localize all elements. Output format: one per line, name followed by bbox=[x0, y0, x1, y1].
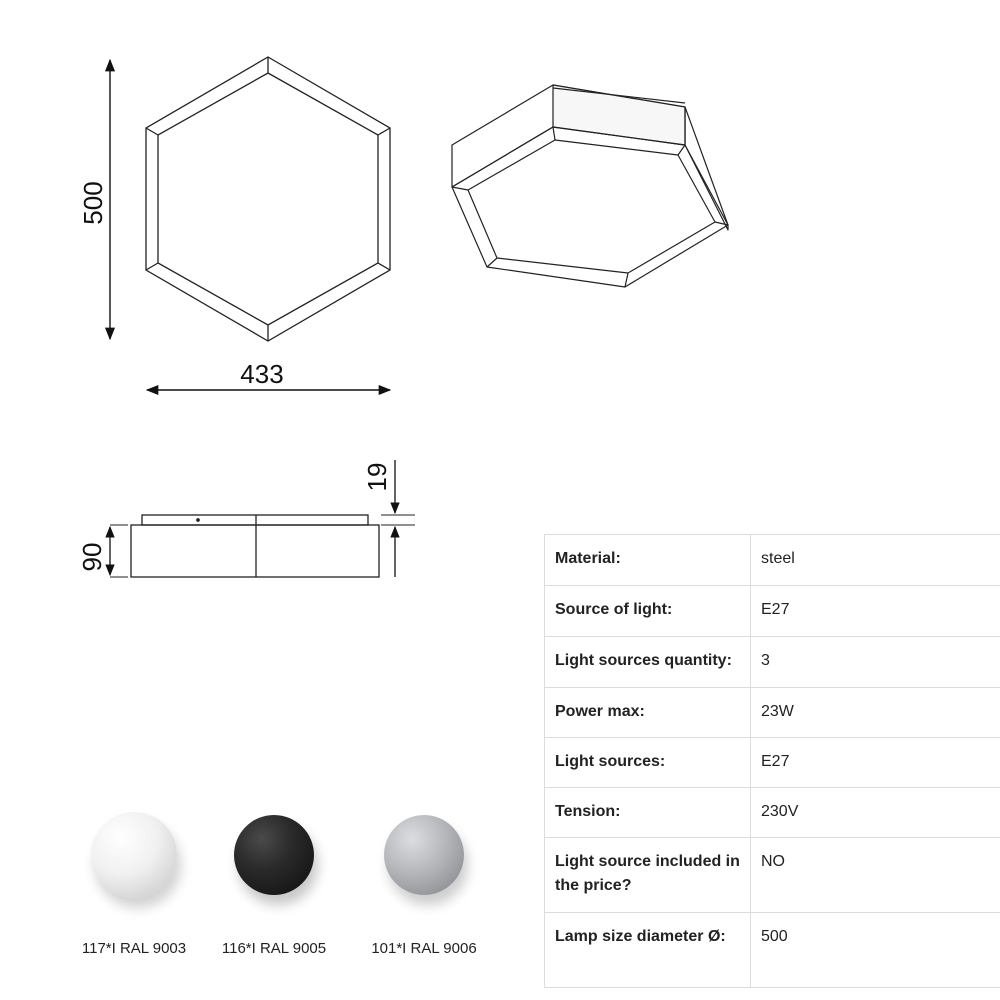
spec-key: Tension: bbox=[545, 788, 751, 838]
color-swatch-black[interactable] bbox=[204, 812, 344, 957]
spec-key: Light sources quantity: bbox=[545, 637, 751, 688]
spec-row-lamp-size bbox=[545, 913, 1000, 988]
top-view-drawing bbox=[146, 57, 390, 341]
white-color-ball bbox=[91, 812, 177, 898]
spec-row-material bbox=[545, 535, 1000, 586]
spec-row-light-sources bbox=[545, 738, 1000, 788]
spec-row-light-source-included bbox=[545, 838, 1000, 913]
body-height-label: 90 bbox=[77, 542, 107, 572]
width-dimension-label: 433 bbox=[240, 359, 284, 389]
spec-value: 23W bbox=[751, 688, 1000, 738]
spec-value: steel bbox=[751, 535, 1000, 586]
height-dimension-label: 500 bbox=[78, 181, 108, 225]
spec-row-source-of-light bbox=[545, 586, 1000, 637]
spec-value: E27 bbox=[751, 738, 1000, 788]
color-label: 116*I RAL 9005 bbox=[221, 940, 327, 957]
spec-value: NO bbox=[751, 838, 1000, 913]
spec-value: 230V bbox=[751, 788, 1000, 838]
spec-key: Material: bbox=[545, 535, 751, 586]
spec-key: Light sources: bbox=[545, 738, 751, 788]
spec-value: 500 bbox=[751, 913, 1000, 988]
spec-key: Power max: bbox=[545, 688, 751, 738]
spec-row-power-max bbox=[545, 688, 1000, 738]
color-swatch-grey[interactable] bbox=[354, 812, 494, 957]
spec-key: Light source included in the price? bbox=[545, 838, 751, 913]
spec-key: Lamp size diameter Ø: bbox=[545, 913, 751, 988]
specification-table bbox=[544, 534, 1000, 988]
spec-value: E27 bbox=[751, 586, 1000, 637]
top-thickness-label: 19 bbox=[362, 462, 392, 492]
side-view-drawing bbox=[110, 515, 415, 577]
color-label: 101*I RAL 9006 bbox=[371, 940, 477, 957]
spec-row-light-sources-quantity bbox=[545, 637, 1000, 688]
spec-value: 3 bbox=[751, 637, 1000, 688]
spec-row-tension bbox=[545, 788, 1000, 838]
color-label: 117*I RAL 9003 bbox=[81, 940, 187, 957]
isometric-view-drawing bbox=[452, 85, 728, 287]
black-color-ball bbox=[234, 815, 314, 895]
color-swatch-white[interactable] bbox=[64, 812, 204, 957]
spec-key: Source of light: bbox=[545, 586, 751, 637]
grey-color-ball bbox=[384, 815, 464, 895]
